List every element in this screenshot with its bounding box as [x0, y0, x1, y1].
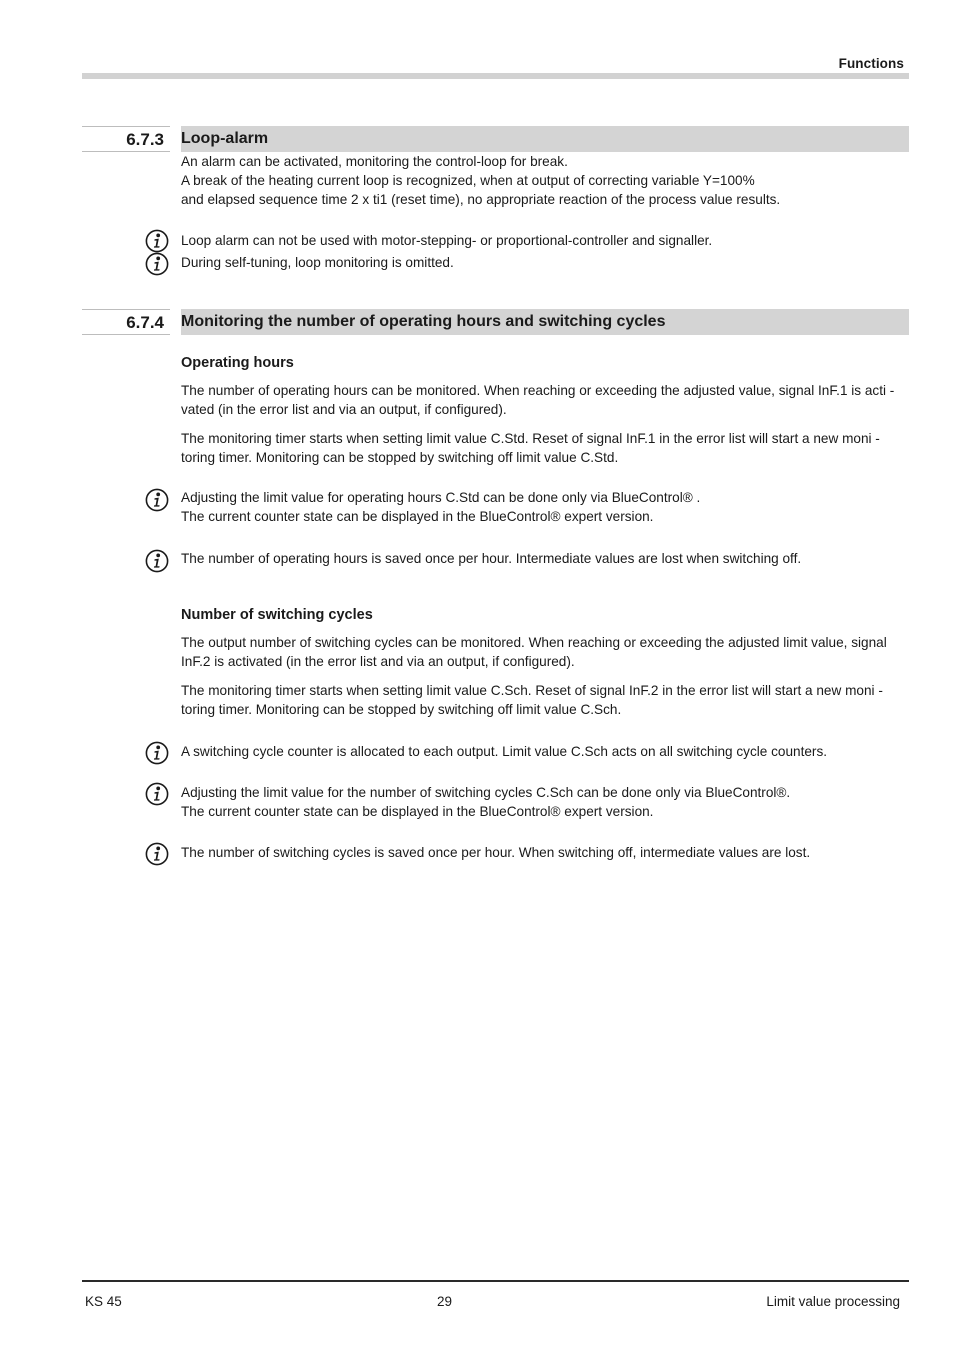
subsection-heading: Number of switching cycles: [181, 607, 373, 623]
note-line: Adjusting the limit value for the number of switching cycles C.Sch can be done only via BlueControl®.: [181, 785, 791, 800]
info-icon: [145, 842, 169, 866]
header-rule: [82, 73, 909, 79]
info-icon: [145, 488, 169, 512]
note-line: The current counter state can be displayed in the BlueControl® expert version.: [181, 804, 654, 819]
note-line: Adjusting the limit value for operating hours C.Std can be done only via BlueControl® .: [181, 490, 701, 505]
paragraph: [181, 429, 906, 467]
info-icon: [145, 252, 169, 276]
note-text: [181, 253, 906, 272]
section-title-bar: [181, 126, 909, 152]
note-text: [181, 549, 906, 568]
body-line: A break of the heating current loop is recognized, when at output of correcting variable Y=100%: [181, 173, 755, 188]
body-line: and elapsed sequence time 2 x ti1 (reset time), no appropriate reaction of the process value results.: [181, 192, 781, 207]
note-line: Loop alarm can not be used with motor-stepping- or proportional-controller and signaller.: [181, 233, 713, 248]
footer-rule: [82, 1280, 909, 1282]
footer-chapter-title: Limit value processing: [766, 1294, 900, 1309]
info-icon: [145, 782, 169, 806]
info-icon: [145, 549, 169, 573]
section-title-bar: [181, 309, 909, 335]
section-title: Monitoring the number of operating hours and switching cycles: [181, 313, 666, 330]
paragraph-line: vated (in the error list and via an output, if configured).: [181, 402, 507, 417]
note-line: During self-tuning, loop monitoring is omitted.: [181, 255, 454, 270]
note-text: [181, 843, 906, 862]
subsection-heading: Operating hours: [181, 355, 294, 371]
paragraph-line: The output number of switching cycles can be monitored. When reaching or exceeding the adjusted limit value, signal: [181, 635, 887, 650]
section-number-box: [82, 126, 170, 152]
paragraph-line: toring timer. Monitoring can be stopped by switching off limit value C.Std.: [181, 450, 619, 465]
note-text: [181, 742, 906, 761]
paragraph: [181, 681, 906, 719]
note-text: [181, 488, 906, 526]
paragraph: [181, 381, 906, 419]
body-line: An alarm can be activated, monitoring the control-loop for break.: [181, 154, 568, 169]
note-line: The current counter state can be displayed in the BlueControl® expert version.: [181, 509, 654, 524]
note-text: [181, 231, 906, 250]
paragraph-line: The monitoring timer starts when setting limit value C.Std. Reset of signal InF.1 in the error list will start a new moni -: [181, 431, 880, 446]
info-icon: [145, 229, 169, 253]
note-line: The number of operating hours is saved once per hour. Intermediate values are lost when switching off.: [181, 551, 802, 566]
paragraph: [181, 633, 906, 671]
section-number: 6.7.4: [126, 313, 164, 332]
note-text: [181, 783, 906, 821]
section-body: [181, 152, 906, 209]
section-title: Loop-alarm: [181, 130, 269, 147]
footer-document-name: KS 45: [85, 1294, 122, 1309]
paragraph-line: InF.2 is activated (in the error list and via an output, if configured).: [181, 654, 575, 669]
paragraph-line: The number of operating hours can be monitored. When reaching or exceeding the adjusted value, signal InF.1 is acti -: [181, 383, 895, 398]
paragraph-line: The monitoring timer starts when setting limit value C.Sch. Reset of signal InF.2 in the error list will start a new moni -: [181, 683, 883, 698]
section-number: 6.7.3: [126, 130, 164, 149]
note-line: A switching cycle counter is allocated to each output. Limit value C.Sch acts on all switching cycle counters.: [181, 744, 828, 759]
paragraph-line: toring timer. Monitoring can be stopped by switching off limit value C.Sch.: [181, 702, 622, 717]
page-header-title: Functions: [838, 56, 904, 71]
info-icon: [145, 741, 169, 765]
footer-page-number: 29: [437, 1294, 453, 1309]
section-number-box: [82, 309, 170, 335]
note-line: The number of switching cycles is saved once per hour. When switching off, intermediate values are lost.: [181, 845, 811, 860]
